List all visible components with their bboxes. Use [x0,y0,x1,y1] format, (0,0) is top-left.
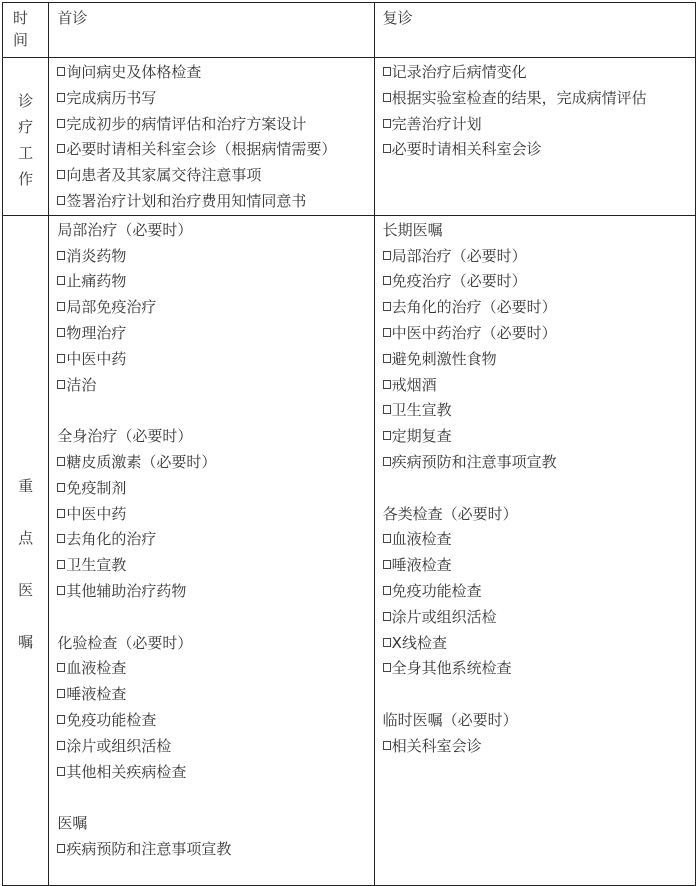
checklist-item-label: 全身其他系统检查 [391,659,512,678]
checkbox-icon [57,328,65,337]
section-title: 长期医嘱 [382,220,443,239]
checklist-item-label: 唾液检查 [391,556,452,575]
checkbox-icon [383,586,391,595]
checklist-item [49,502,373,528]
checkbox-icon [57,144,65,153]
time-header: 时间 [13,9,29,49]
checkbox-icon [57,302,65,311]
checklist-item-label: 中医中药 [66,349,127,368]
checklist-item [49,760,373,786]
row-label-char: 诊 [18,92,34,110]
checklist-item [49,450,373,476]
checklist-item-label: 血液检查 [66,659,127,678]
checklist-item [375,60,695,86]
checklist-item-label: 完成病历书写 [66,88,157,107]
checkbox-icon [57,586,65,595]
checkbox-icon [57,483,65,492]
checkbox-icon [383,328,391,337]
spacer [49,605,373,631]
checklist-item-label: 局部免疫治疗 [66,298,157,317]
work-label-cell [3,58,49,216]
checklist-item [375,398,695,424]
checklist-item [375,295,695,321]
checkbox-icon [383,380,391,389]
checklist-item-label: 涂片或组织活检 [66,736,172,755]
checkbox-icon [383,276,391,285]
checklist-item [375,734,695,760]
checkbox-icon [57,534,65,543]
work-follow-cell [374,58,695,216]
checklist-item [375,244,695,270]
checklist-item-label: 消炎药物 [66,246,127,265]
orders-first-list [49,218,373,863]
checklist-item [49,579,373,605]
checklist-item-label: 中医中药 [66,504,127,523]
checklist-item [49,553,373,579]
checkbox-icon [57,741,65,750]
checkbox-icon [57,380,65,389]
work-follow-list [375,60,695,163]
checklist-item-label: 记录治疗后病情变化 [391,63,527,81]
checklist-item-label: 询问病史及体格检查 [66,63,202,81]
orders-label [3,216,48,668]
checklist-item [375,579,695,605]
checklist-item-label: 物理治疗 [66,323,127,342]
checklist-item-label: 疾病预防和注意事项宣教 [391,452,557,471]
row-label-char: 医 [18,580,34,599]
checklist-item [375,269,695,295]
checklist-item-label: 完成初步的病情评估和治疗方案设计 [66,114,307,133]
checklist-item [375,321,695,347]
checklist-item-label: 必要时请相关科室会诊 [391,140,542,159]
checklist-item [49,163,373,189]
checkbox-icon [383,93,391,102]
checkbox-icon [383,457,391,466]
checklist-item-label: 血液检查 [391,530,452,549]
work-first-list [49,60,373,215]
checklist-item [375,137,695,163]
section-title: 化验检查（必要时） [57,633,193,652]
checkbox-icon [383,251,391,260]
checklist-item-label: 完善治疗计划 [391,114,482,133]
checklist-item [49,295,373,321]
checklist-item [49,112,373,138]
checkbox-icon [383,431,391,440]
checklist-item-label: 相关科室会诊 [391,736,482,755]
checkbox-icon [383,302,391,311]
checklist-item [375,347,695,373]
checklist-item-label: 其他辅助治疗药物 [66,581,187,600]
orders-first-cell [49,215,374,885]
header-row [3,3,696,58]
checkbox-icon [383,119,391,128]
checklist-item [49,682,373,708]
checkbox-icon [383,663,391,672]
checklist-item-label: 涂片或组织活检 [391,607,497,626]
checklist-item-label: 中医中药治疗（必要时） [391,323,557,342]
checklist-item [375,450,695,476]
checkbox-icon [57,170,65,179]
orders-label-cell [3,215,49,885]
checkbox-icon [57,509,65,518]
checklist-item-label: 卫生宣教 [391,401,452,420]
checkbox-icon [383,612,391,621]
work-row [3,58,696,216]
checklist-item-label: 向患者及其家属交待注意事项 [66,166,262,185]
spacer [375,682,695,708]
checkbox-icon [57,67,65,76]
checklist-item [375,527,695,553]
orders-row [3,215,696,885]
checkbox-icon [57,196,65,205]
checklist-item-label: 去角化的治疗 [66,530,157,549]
checklist-item-label: 其他相关疾病检查 [66,762,187,781]
section-title: 临时医嘱（必要时） [382,710,518,729]
checkbox-icon [383,354,391,363]
section-title: 各类检查（必要时） [382,504,518,523]
checklist-item [49,60,373,86]
checklist-item [375,553,695,579]
row-label-char: 工 [18,144,34,162]
checklist-item-label: 必要时请相关科室会诊（根据病情需要） [66,140,337,159]
row-label-char: 点 [18,528,34,547]
spacer [49,398,373,424]
checklist-item [49,86,373,112]
checklist-item-label: 免疫治疗（必要时） [391,272,527,291]
row-label-char: 重 [18,476,34,495]
checklist-item-label: 避免刺激性食物 [391,349,497,368]
checklist-item-label: 止痛药物 [66,272,127,291]
checkbox-icon [383,741,391,750]
checklist-item [49,373,373,399]
work-first-cell [49,58,374,216]
checklist-item [49,269,373,295]
checkbox-icon [57,354,65,363]
checklist-item-label: 卫生宣教 [66,556,127,575]
first-visit-header: 首诊 [49,3,374,58]
orders-follow-cell [374,215,695,885]
checklist-item-label: 签署治疗计划和治疗费用知情同意书 [66,191,307,210]
checklist-item-label: 去角化的治疗（必要时） [391,298,557,317]
checklist-item [375,605,695,631]
checkbox-icon [57,844,65,853]
checkbox-icon [57,689,65,698]
section-title: 局部治疗（必要时） [57,220,193,239]
checklist-item [375,631,695,657]
spacer [49,785,373,811]
checkbox-icon [57,767,65,776]
checklist-item-label: 唾液检查 [66,685,127,704]
checkbox-icon [57,276,65,285]
clinical-pathway-table [2,2,696,886]
checkbox-icon [57,93,65,102]
checklist-item-label: 免疫制剂 [66,478,127,497]
checklist-item-label: 根据实验室检查的结果，完成病情评估 [391,88,647,107]
orders-follow-list [375,218,695,760]
checklist-item-label: X线检查 [391,633,447,652]
work-label [3,58,48,192]
checklist-item [49,656,373,682]
checkbox-icon [57,663,65,672]
section-title: 全身治疗（必要时） [57,427,193,446]
checklist-item-label: 免疫功能检查 [391,581,482,600]
checkbox-icon [57,715,65,724]
time-header-cell [3,3,49,58]
checklist-item [49,527,373,553]
section-title: 医嘱 [57,814,88,833]
checklist-item-label: 洁治 [66,375,97,394]
checklist-item-label: 局部治疗（必要时） [391,246,527,265]
checklist-item [375,656,695,682]
checklist-item [49,476,373,502]
checklist-item [49,137,373,163]
checkbox-icon [383,560,391,569]
spacer [375,476,695,502]
checklist-item [49,244,373,270]
checklist-item-label: 戒烟酒 [391,375,437,394]
checklist-item [49,189,373,215]
checkbox-icon [57,251,65,260]
checklist-item [375,373,695,399]
checklist-item [49,708,373,734]
follow-up-header: 复诊 [374,3,695,58]
row-label-char: 疗 [18,118,34,136]
checkbox-icon [57,457,65,466]
checklist-item-label: 疾病预防和注意事项宣教 [66,839,232,858]
row-label-char: 嘱 [18,632,34,651]
checklist-item-label: 免疫功能检查 [66,710,157,729]
checklist-item [49,347,373,373]
checkbox-icon [383,405,391,414]
checkbox-icon [383,534,391,543]
checklist-item [375,424,695,450]
checklist-item-label: 糖皮质激素（必要时） [66,452,217,471]
checkbox-icon [57,119,65,128]
checklist-item-label: 定期复查 [391,427,452,446]
checklist-item [49,321,373,347]
checkbox-icon [383,67,391,76]
checkbox-icon [383,638,391,647]
checklist-item [49,734,373,760]
checklist-item [375,112,695,138]
checklist-item [49,837,373,863]
checklist-item [375,86,695,112]
checkbox-icon [383,144,391,153]
row-label-char: 作 [18,170,34,188]
checkbox-icon [57,560,65,569]
